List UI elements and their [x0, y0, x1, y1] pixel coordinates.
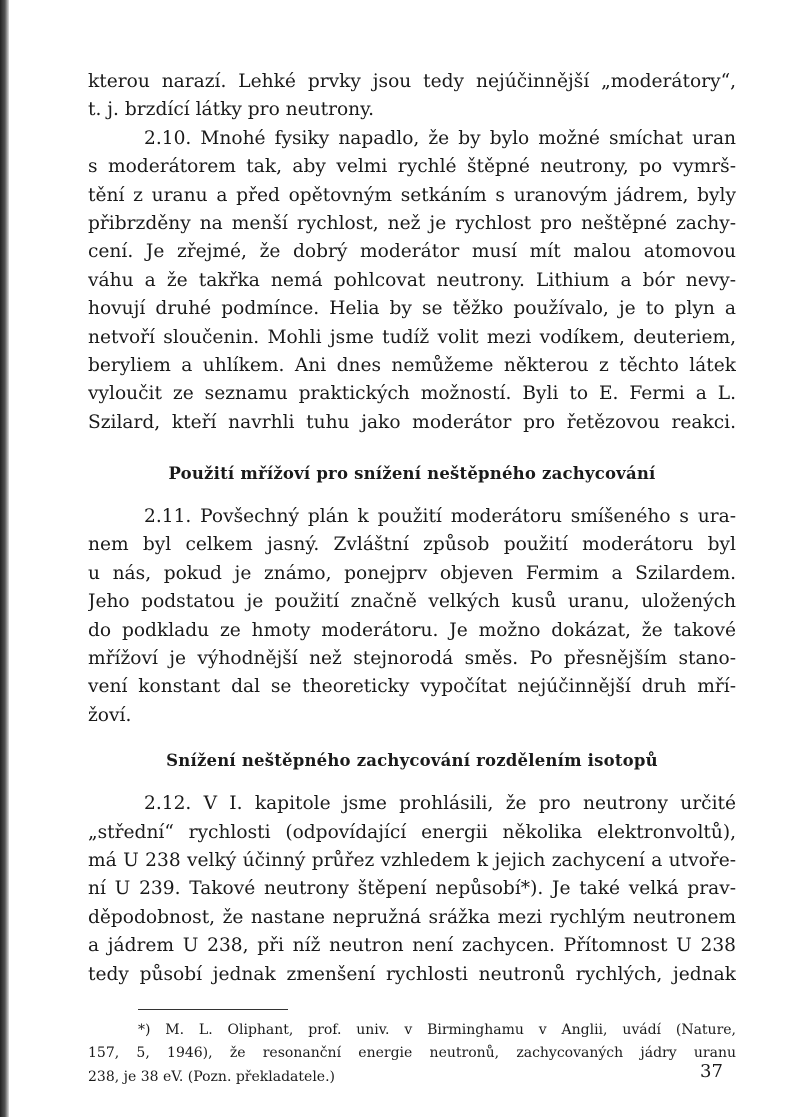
text-line: 2.12. V I. kapitole jsme prohlásili, že pro neutrony určité	[144, 793, 736, 815]
text-line: vyloučit ze seznamu praktických možností. Byli to E. Fermi a L.	[88, 383, 736, 405]
text-line: ní U 239. Takové neutrony štěpení nepůsobí*). Je také velká prav-	[88, 878, 736, 900]
section-heading: Snížení neštěpného zachycování rozdělením isotopů	[166, 751, 658, 771]
text-line: Jeho podstatou je použití značně velkých kusů uranu, uložených	[88, 591, 736, 613]
text-line: 2.10. Mnohé fysiky napadlo, že by bylo možné smíchat uran	[144, 127, 736, 149]
text-line: beryliem a uhlíkem. Ani dnes nemůžeme některou z těchto látek	[88, 354, 736, 376]
text-line: nem byl celkem jasný. Zvláštní způsob použití moderátoru byl	[88, 534, 736, 556]
footnote-rule	[138, 1009, 288, 1010]
text-line: netvoří sloučenin. Mohli jsme tudíž volit mezi vodíkem, deuteriem,	[88, 326, 736, 348]
text-line: vení konstant dal se theoreticky vypočítat nejúčinnější druh mří-	[88, 676, 736, 698]
text-line: mřížoví je výhodnější než stejnorodá směs. Po přesnějším stano-	[88, 648, 736, 670]
text-line: t. j. brzdící látky pro neutrony.	[88, 99, 375, 121]
text-line: váhu a že takřka nemá pohlcovat neutrony. Lithium a bór nevy-	[88, 269, 736, 291]
text-line: cení. Je zřejmé, že dobrý moderátor musí mít malou atomovou	[88, 241, 736, 263]
text-line: „střední“ rychlosti (odpovídající energii několika elektronvoltů),	[88, 821, 736, 843]
text-line: přibrzděny na menší rychlost, než je rychlost pro neštěpné zachy-	[88, 212, 736, 234]
text-line: má U 238 velký účinný průřez vzhledem k jejich zachycení a utvoře-	[88, 849, 736, 871]
section-heading: Použití mřížoví pro snížení neštěpného zachycování	[168, 464, 656, 484]
text-line: děpodobnost, že nastane nepružná srážka mezi rychlým neutronem	[88, 906, 736, 928]
text-line: hovují druhé podmínce. Helia by se těžko používalo, je to plyn a	[88, 298, 736, 320]
text-line: s moderátorem tak, aby velmi rychlé štěpné neutrony, po vymrš-	[88, 156, 736, 178]
page-body	[88, 68, 736, 1089]
text-line: 2.11. Povšechný plán k použití moderátoru smíšeného s ura-	[144, 506, 736, 528]
text-line: u nás, pokud je známo, ponejprv objeven Fermim a Szilardem.	[88, 562, 736, 584]
page-number: 37	[700, 1061, 723, 1082]
text-line: tění z uranu a před opětovným setkáním s uranovým jádrem, byly	[88, 184, 736, 206]
text-line: do podkladu ze hmoty moderátoru. Je možno dokázat, že takové	[88, 619, 736, 641]
text-line: kterou narazí. Lehké prvky jsou tedy nejúčinnější „moderátory“,	[88, 71, 736, 92]
text-line: tedy působí jednak zmenšení rychlosti neutronů rychlých, jednak	[88, 963, 736, 985]
footnote-line: 157, 5, 1946), že resonanční energie neutronů, zachycovaných jádry uranu	[88, 1045, 736, 1062]
footnote-line: *) M. L. Oliphant, prof. univ. v Birminghamu v Anglii, uvádí (Nature,	[138, 1021, 736, 1038]
text-line: žoví.	[88, 704, 132, 726]
text-line: a jádrem U 238, při níž neutron není zachycen. Přítomnost U 238	[88, 935, 736, 957]
book-spine-shadow	[0, 0, 9, 1117]
footnote-line: 238, je 38 eV. (Pozn. překladatele.)	[88, 1068, 335, 1085]
text-line: Szilard, kteří navrhli tuhu jako moderátor pro řetězovou reakci.	[88, 411, 736, 433]
